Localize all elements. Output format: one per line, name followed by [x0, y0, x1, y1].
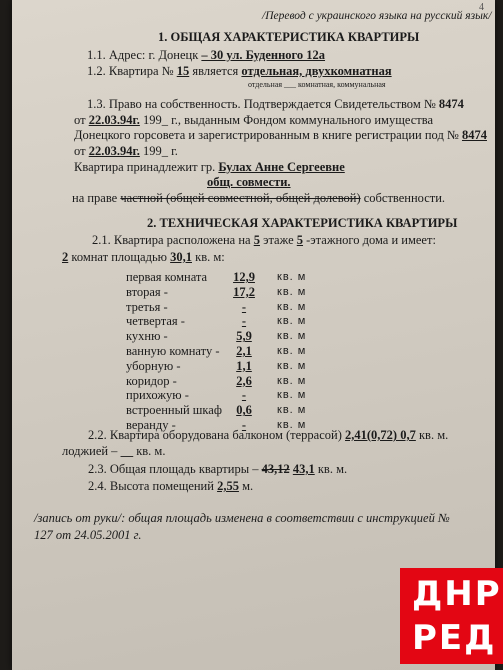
row-label: уборную - — [126, 358, 181, 373]
loggia-label: лоджией – — [62, 444, 118, 458]
balcony-value: 2,41(0,72) 0,7 — [345, 428, 416, 442]
row-value: - — [241, 418, 247, 432]
rooms-area: 30,1 — [170, 250, 192, 264]
rooms-count: 2 — [62, 250, 69, 264]
row-unit: кв. м — [277, 404, 307, 417]
floor-label: 2.1. Квартира расположена на — [92, 233, 251, 247]
registry-from: от — [74, 144, 86, 158]
apartment-type-hint: отдельная ___ комнатная, коммунальная — [248, 80, 386, 89]
floor-text: этаже — [263, 233, 294, 247]
height-label: 2.4. Высота помещений — [88, 479, 214, 493]
rooms-unit: кв. м: — [195, 250, 225, 264]
right-struck: частной (общей совместной, общей долевой) — [120, 191, 361, 205]
balcony-label: 2.2. Квартира оборудована балконом (террасой) — [88, 428, 342, 442]
total-area-new: 43,1 — [292, 462, 315, 476]
ownership-line-2 — [74, 113, 433, 128]
balcony-unit: кв. м. — [418, 428, 449, 442]
registry-date: 22.03.94г. — [88, 144, 140, 158]
apartment-number: 15 — [176, 64, 190, 78]
row-unit: кв. м — [277, 389, 307, 402]
row-value: 12,9 — [233, 270, 255, 284]
watermark-bottom: РЕД — [412, 618, 497, 658]
apartment-type: отдельная, двухкомнатная — [241, 64, 392, 78]
row-label: ванную комнату - — [126, 344, 220, 358]
right-suffix: собственности. — [363, 191, 446, 205]
row-value: 1,1 — [236, 358, 252, 373]
owner-line — [74, 160, 345, 175]
row-value: - — [241, 299, 247, 314]
section1-title: 1. ОБЩАЯ ХАРАКТЕРИСТИКА КВАРТИРЫ — [158, 30, 420, 44]
height-line — [88, 479, 253, 494]
loggia-unit: кв. м. — [136, 444, 166, 458]
owner-label: Квартира принадлежит гр. — [74, 160, 216, 174]
row-unit: кв. м — [277, 419, 307, 431]
handwritten-note-2: 127 от 24.05.2001 г. — [34, 528, 142, 542]
address-value: – 30 ул. Буденного 12а — [201, 48, 326, 62]
section2-title: 2. ТЕХНИЧЕСКАЯ ХАРАКТЕРИСТИКА КВАРТИРЫ — [147, 216, 458, 230]
row-value: 5,9 — [236, 329, 252, 344]
row-unit: кв. м — [277, 330, 307, 343]
right-line — [72, 191, 445, 206]
total-area-label: 2.3. Общая площадь квартиры – — [88, 462, 259, 476]
row-value: 2,6 — [236, 373, 252, 388]
row-label: коридор - — [126, 373, 177, 388]
total-area-unit: кв. м. — [317, 462, 348, 476]
ownership-from: от — [74, 113, 86, 127]
total-area-old: 43,12 — [261, 462, 290, 476]
page-number: 4 — [479, 2, 484, 13]
floor-suffix: -этажного дома и имеет: — [306, 233, 436, 247]
registry-number: 8474 — [461, 128, 487, 142]
height-unit: м. — [242, 479, 254, 493]
ownership-text-3: Донецкого горсовета и зарегистрированным в книге регистрации под № — [74, 128, 459, 142]
rooms-line — [62, 250, 225, 265]
ownership-line-3 — [74, 128, 487, 143]
loggia-value: __ — [120, 444, 134, 458]
ownership-text-2: 199_ г., выданным Фондом коммунального имущества — [142, 113, 433, 127]
row-label: кухню - — [126, 329, 168, 344]
row-unit: кв. м — [277, 345, 307, 357]
row-unit: кв. м — [277, 285, 307, 298]
row-value: - — [241, 314, 247, 329]
row-value: - — [241, 388, 247, 403]
row-value: 0,6 — [236, 403, 252, 418]
apartment-label: 1.2. Квартира № — [87, 64, 174, 78]
row-unit: кв. м — [277, 374, 307, 387]
ownership-text-1: 1.3. Право на собственность. Подтверждается Свидетельством № — [87, 97, 436, 111]
row-unit: кв. м — [277, 359, 307, 372]
row-label: веранду - — [126, 418, 176, 432]
height-value: 2,55 — [217, 479, 239, 493]
row-label: первая комната — [126, 270, 208, 284]
owner-name: Булах Анне Сергеевне — [218, 160, 345, 174]
document-page — [12, 0, 502, 670]
row-label: прихожую - — [126, 388, 189, 403]
floor-value: 5 — [253, 233, 260, 247]
certificate-number: 8474 — [438, 97, 464, 111]
watermark-logo — [400, 568, 503, 664]
row-label: четвертая - — [126, 314, 185, 329]
translation-note: /Перевод с украинского языка на русский язык/ — [262, 10, 492, 22]
registry-year: 199_ г. — [142, 144, 178, 158]
ownership-line-4 — [74, 144, 178, 159]
row-value: 2,1 — [236, 344, 252, 358]
row-unit: кв. м — [277, 271, 307, 283]
address-label: 1.1. Адрес: г. Донецк — [87, 48, 199, 62]
joint-ownership: общ. совмести. — [207, 175, 291, 189]
right-prefix: на праве — [72, 191, 118, 205]
floor-line — [92, 233, 436, 248]
row-value: 17,2 — [233, 284, 255, 299]
row-label: встроенный шкаф — [126, 403, 222, 418]
row-label: третья - — [126, 299, 168, 314]
handwritten-note-1: /запись от руки/: общая площадь изменена в соответствии с инструкцией № — [34, 511, 450, 525]
row-unit: кв. м — [277, 315, 307, 328]
certificate-date: 22.03.94г. — [88, 113, 140, 127]
rooms-label: комнат площадью — [71, 250, 167, 264]
floors-total: 5 — [296, 233, 304, 247]
row-unit: кв. м — [277, 300, 307, 313]
apartment-is: является — [192, 64, 239, 78]
balcony-line — [88, 428, 448, 443]
row-label: вторая - — [126, 284, 168, 299]
ownership-line-1 — [87, 97, 464, 112]
total-area-line — [88, 462, 347, 477]
watermark-top: ДНР — [412, 574, 502, 614]
loggia-line — [62, 444, 165, 459]
address-line — [87, 48, 325, 63]
apartment-line — [87, 64, 392, 79]
